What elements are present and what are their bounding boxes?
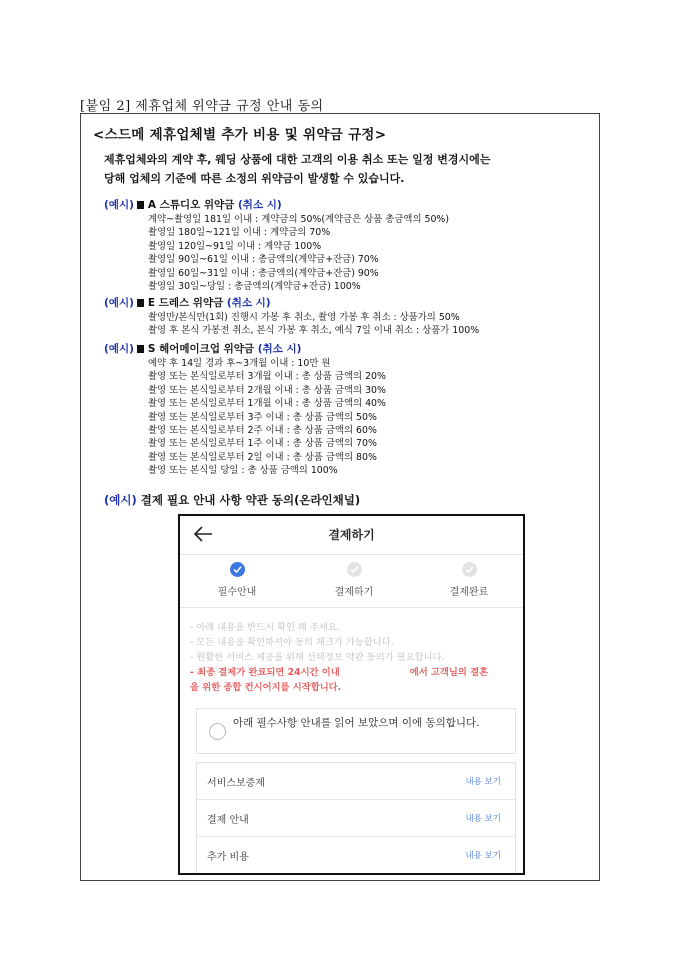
check-circle-icon bbox=[347, 562, 362, 577]
notice-list bbox=[190, 620, 520, 695]
agree-checkbox-row[interactable] bbox=[196, 708, 516, 754]
notice-red-part: - 최종 결제가 완료되면 24시간 이내 bbox=[190, 667, 340, 678]
notice-item: - 모든 내용을 확인하셔야 동의 체크가 가능합니다. bbox=[190, 637, 394, 648]
section-name: E 드레스 위약금 bbox=[147, 297, 224, 309]
penalty-line: 촬영일 90일~61일 이내 : 총금액의(계약금+잔금) 70% bbox=[148, 254, 379, 266]
page-title: <스드메 제휴업체별 추가 비용 및 위약금 규정> bbox=[93, 127, 387, 143]
section-dress bbox=[104, 296, 479, 338]
payment-title-text: 결제 필요 안내 사항 약관 동의(온라인채널) bbox=[140, 493, 361, 507]
notice-item: - 원활한 서비스 제공을 위해 선택정보 약관 동의가 필요합니다. bbox=[190, 652, 445, 663]
phone-screenshot bbox=[178, 514, 525, 875]
bullet-square-icon bbox=[137, 345, 144, 353]
divider bbox=[180, 607, 523, 608]
intro-line: 당해 업체의 기준에 따른 소정의 위약금이 발생할 수 있습니다. bbox=[104, 172, 405, 185]
radio-circle-icon[interactable] bbox=[209, 723, 226, 740]
section-studio bbox=[104, 198, 449, 293]
penalty-line: 촬영일 180일~121일 이내 : 계약금의 70% bbox=[148, 227, 331, 239]
penalty-line: 촬영일 60일~31일 이내 : 총금액의(계약금+잔금) 90% bbox=[148, 267, 379, 279]
term-name: 추가 비용 bbox=[207, 852, 249, 863]
notice-item-important bbox=[190, 665, 520, 680]
section-tag: (취소 시) bbox=[226, 297, 271, 309]
penalty-line: 촬영 또는 본식일로부터 3개월 이내 : 총 상품 금액의 20% bbox=[148, 371, 386, 383]
penalty-line: 촬영 또는 본식일로부터 1개월 이내 : 총 상품 금액의 40% bbox=[148, 398, 386, 410]
penalty-line: 촬영만/본식만(1회) 진행시 가봉 후 취소, 촬영 가봉 후 취소 : 상품가의 50% bbox=[148, 312, 460, 323]
intro-line: 제휴업체와의 계약 후, 웨딩 상품에 대한 고객의 이용 취소 또는 일정 변경시에는 bbox=[104, 153, 491, 166]
term-row-service-guarantee[interactable] bbox=[197, 763, 515, 800]
notice-item-important: 을 위한 종합 컨시어지를 시작합니다. bbox=[190, 682, 342, 693]
section-heading bbox=[104, 296, 479, 311]
penalty-line: 촬영 또는 본식일로부터 2주 이내 : 총 상품 금액의 60% bbox=[148, 424, 377, 436]
penalty-line: 촬영 또는 본식일 당일 : 총 상품 금액의 100% bbox=[148, 465, 338, 477]
section-name: S 헤어메이크업 위약금 bbox=[147, 343, 255, 355]
section-name: A 스튜디오 위약금 bbox=[147, 199, 235, 211]
payment-section-title bbox=[104, 492, 360, 508]
document-header: [붙임 2] 제휴업체 위약금 규정 안내 동의 bbox=[80, 99, 324, 114]
term-row-additional-cost[interactable] bbox=[197, 837, 515, 874]
penalty-line: 촬영 또는 본식일로부터 2개월 이내 : 총 상품 금액의 30% bbox=[148, 384, 386, 396]
term-name: 서비스보증제 bbox=[207, 778, 265, 789]
penalty-line: 촬영 또는 본식일로부터 3주 이내 : 총 상품 금액의 50% bbox=[148, 411, 377, 423]
notice-item: - 아래 내용을 반드시 확인 해 주세요. bbox=[190, 622, 340, 633]
check-circle-icon bbox=[462, 562, 477, 577]
view-content-link[interactable]: 내용 보기 bbox=[465, 851, 501, 861]
notice-red-part: 에서 고객님의 결혼 bbox=[409, 667, 489, 678]
bullet-square-icon bbox=[137, 201, 144, 209]
section-heading bbox=[104, 342, 386, 357]
penalty-line: 촬영 또는 본식일로부터 2일 이내 : 총 상품 금액의 80% bbox=[148, 451, 377, 463]
term-name: 결제 안내 bbox=[207, 815, 249, 826]
section-lines bbox=[148, 357, 386, 478]
section-hair-makeup bbox=[104, 342, 386, 478]
agree-text: 아래 필수사항 안내를 읽어 보았으며 이에 동의합니다. bbox=[233, 717, 480, 729]
penalty-line: 촬영 또는 본식일로부터 1주 이내 : 총 상품 금액의 70% bbox=[148, 438, 377, 450]
penalty-line: 예약 후 14일 경과 후~3개월 이내 : 10만 원 bbox=[148, 358, 331, 369]
example-label: (예시) bbox=[104, 297, 134, 309]
step-complete bbox=[424, 562, 514, 598]
penalty-line: 촬영일 120일~91일 이내 : 계약금 100% bbox=[148, 240, 322, 252]
section-lines bbox=[148, 213, 449, 293]
step-required-info bbox=[192, 562, 282, 598]
section-heading bbox=[104, 198, 449, 213]
step-label: 필수안내 bbox=[217, 587, 257, 598]
penalty-line: 촬영 후 본식 가봉전 취소, 본식 가봉 후 취소, 예식 7일 이내 취소 : 상품가 100% bbox=[148, 325, 480, 337]
step-label: 결제완료 bbox=[449, 587, 489, 598]
step-label: 결제하기 bbox=[334, 587, 374, 598]
step-payment bbox=[309, 562, 399, 598]
section-tag: (취소 시) bbox=[257, 343, 302, 355]
penalty-line: 계약~촬영일 181일 이내 : 계약금의 50%(계약금은 상품 총금액의 50%) bbox=[148, 214, 449, 225]
bullet-square-icon bbox=[137, 299, 144, 307]
phone-top-bar bbox=[180, 516, 523, 555]
section-lines bbox=[148, 311, 479, 338]
example-label: (예시) bbox=[104, 343, 134, 355]
term-row-payment-guide[interactable] bbox=[197, 800, 515, 837]
example-label: (예시) bbox=[104, 199, 134, 211]
phone-title: 결제하기 bbox=[328, 528, 375, 542]
check-circle-icon bbox=[230, 562, 245, 577]
intro-paragraph bbox=[104, 150, 544, 188]
section-tag: (취소 시) bbox=[238, 199, 282, 211]
view-content-link[interactable]: 내용 보기 bbox=[465, 777, 501, 787]
view-content-link[interactable]: 내용 보기 bbox=[465, 814, 501, 824]
example-label: (예시) bbox=[104, 493, 137, 507]
penalty-line: 촬영일 30일~당일 : 총금액의(계약금+잔금) 100% bbox=[148, 280, 361, 292]
terms-list bbox=[196, 762, 516, 874]
